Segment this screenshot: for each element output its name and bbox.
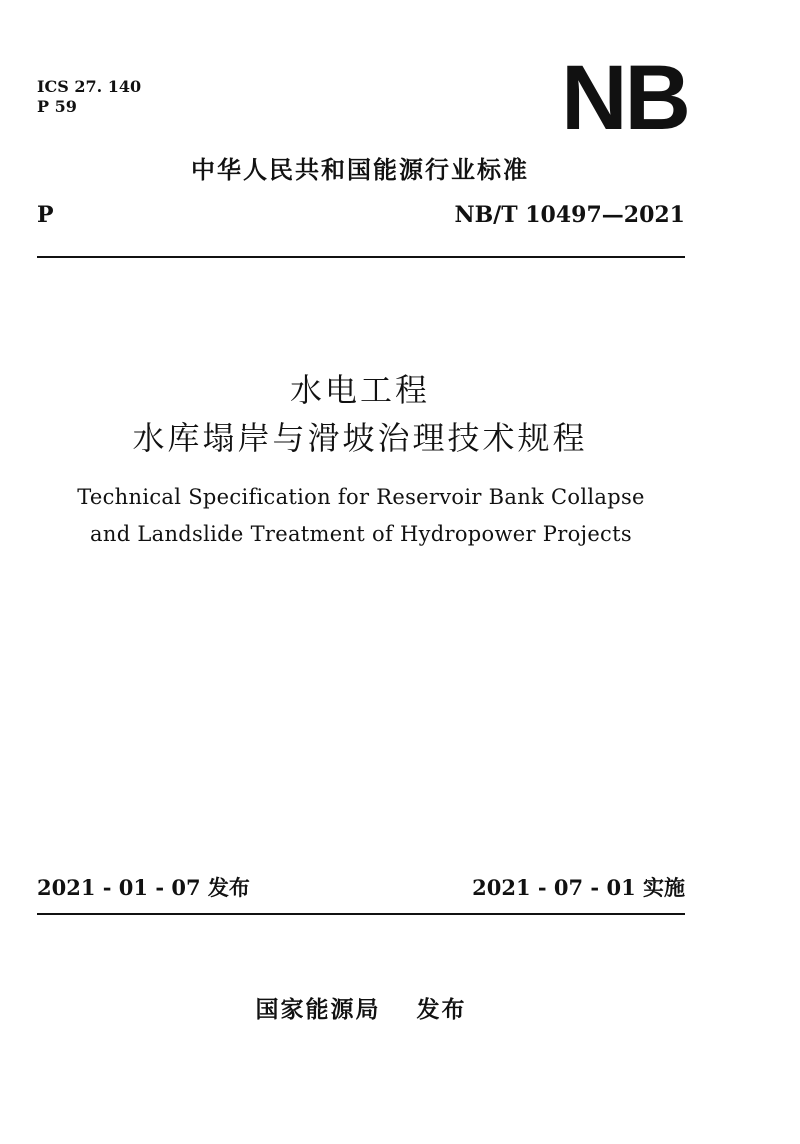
header-divider: [37, 256, 685, 258]
nb-logo: NB: [561, 47, 688, 149]
title-chinese-line-1: 水电工程: [289, 371, 430, 409]
title-english-line-2: and Landslide Treatment of Hydropower Projects: [90, 522, 632, 546]
issue-date: 2021 - 01 - 07 发布: [37, 875, 250, 900]
standard-number: NB/T 10497—2021: [454, 202, 685, 228]
category-letter: P: [37, 202, 54, 228]
implementation-date: 2021 - 07 - 01 实施: [472, 875, 685, 900]
classification-code: P 59: [37, 97, 77, 116]
footer-divider: [37, 913, 685, 915]
publisher-action: 发布: [416, 997, 467, 1023]
standard-body-title: 中华人民共和国能源行业标准: [191, 156, 529, 184]
title-english-line-1: Technical Specification for Reservoir Bank Collapse: [77, 485, 645, 509]
publisher-line: [0, 995, 722, 1025]
ics-code: ICS 27. 140: [37, 77, 142, 96]
publisher-name: 国家能源局: [255, 997, 381, 1023]
title-chinese-line-2: 水库塌岸与滑坡治理技术规程: [132, 419, 588, 457]
